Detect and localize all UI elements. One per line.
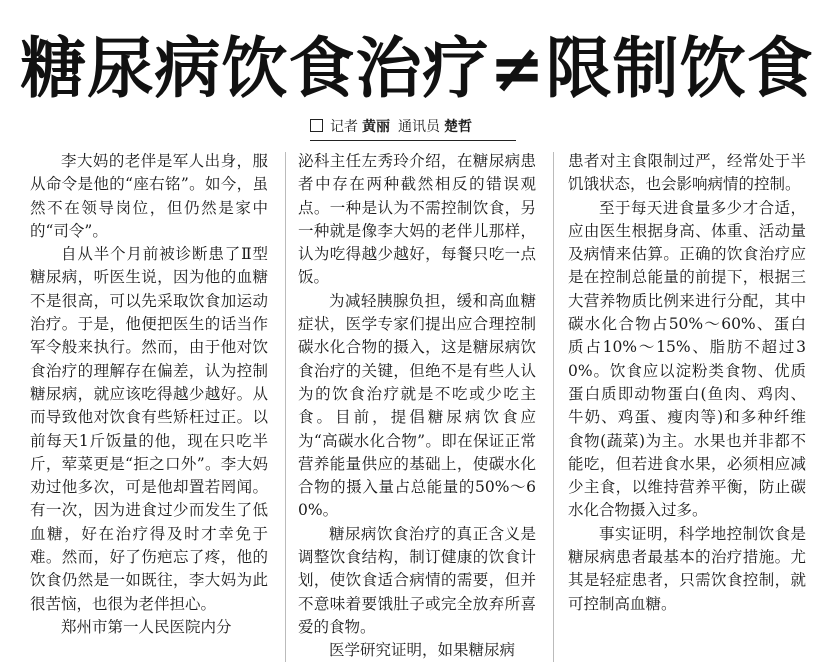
byline-rule	[310, 140, 516, 141]
paragraph: 糖尿病饮食治疗的真正含义是调整饮食结构，制订健康的饮食计划，使饮食适合病情的需要，但并不意味着要饿肚子或完全放弃所喜爱的食物。	[298, 524, 536, 636]
article-column-2	[298, 150, 536, 665]
paragraph: 李大妈的老伴是军人出身，服从命令是他的“座右铭”。如今，虽然不在领导岗位，但仍然是家中的“司令”。	[30, 152, 268, 240]
correspondent-name: 楚哲	[444, 119, 472, 135]
paragraph: 为减轻胰腺负担，缓和高血糖症状，医学专家们提出应合理控制碳水化合物的摄入，这是糖尿病饮食治疗的关键，但绝不是有些人认为的饮食治疗就是不吃或少吃主食。目前，提倡糖尿病饮食应为“高碳水化合物”。即在保证正常营养能量供应的基础上，使碳水化合物的摄入量占总能量的50%～60%。	[298, 291, 536, 520]
article-column-3	[568, 150, 806, 665]
paragraph: 郑州市第一人民医院内分	[61, 617, 232, 636]
paragraph: 事实证明，科学地控制饮食是糖尿病患者最基本的治疗措施。尤其是轻症患者，只需饮食控制，就可控制高血糖。	[568, 524, 806, 613]
byline-box-icon	[310, 119, 323, 132]
column-divider	[285, 152, 286, 662]
paragraph: 泌科主任左秀玲介绍，在糖尿病患者中存在两种截然相反的错误观点。一种是认为不需控制饮食，另一种就是像李大妈的老伴儿那样，认为吃得越少越好，每餐只吃一点饭。	[298, 152, 536, 287]
reporter-name: 黄丽	[362, 119, 390, 135]
headline: 糖尿病饮食治疗≠限制饮食	[20, 30, 814, 107]
paragraph: 自从半个月前被诊断患了Ⅱ型糖尿病，听医生说，因为他的血糖不是很高，可以先采取饮食加运动治疗。于是，他便把医生的话当作军令般来执行。然而，由于他对饮食治疗的理解存在偏差，认为控制糖尿病，就应该吃得越少越好。从而导致他对饮食有些矫枉过正。以前每天1斤饭量的他，现在只吃半斤，荤菜更是“拒之口外”。李大妈劝过他多次，可是他却置若罔闻。有一次，因为进食过少而发生了低血糖，好在治疗得及时才幸免于难。然而，好了伤疤忘了疼，他的饮食仍然是一如既往，李大妈为此很苦恼，也很为老伴担心。	[30, 245, 268, 613]
paragraph: 至于每天进食量多少才合适，应由医生根据身高、体重、活动量及病情来估算。正确的饮食治疗应是在控制总能量的前提下，根据三大营养物质比例来进行分配，其中碳水化合物占50%～60%、蛋白质占10%～15%、脂肪不超过30%。饮食应以淀粉类食物、优质蛋白质即动物蛋白(鱼肉、鸡肉、牛奶、鸡蛋、瘦肉等)和多种纤维食物(蔬菜)为主。水果也并非都不能吃，但若进食水果，必须相应减少主食，以维持营养平衡，防止碳水化合物摄入过多。	[568, 198, 806, 520]
correspondent-role: 通讯员	[398, 119, 440, 135]
byline	[310, 116, 472, 138]
paragraph: 患者对主食限制过严，经常处于半饥饿状态，也会影响病情的控制。	[568, 152, 806, 194]
article-column-1	[30, 150, 268, 665]
paragraph: 医学研究证明，如果糖尿病	[329, 641, 516, 660]
reporter-role: 记者	[330, 119, 358, 135]
column-divider	[553, 152, 554, 662]
